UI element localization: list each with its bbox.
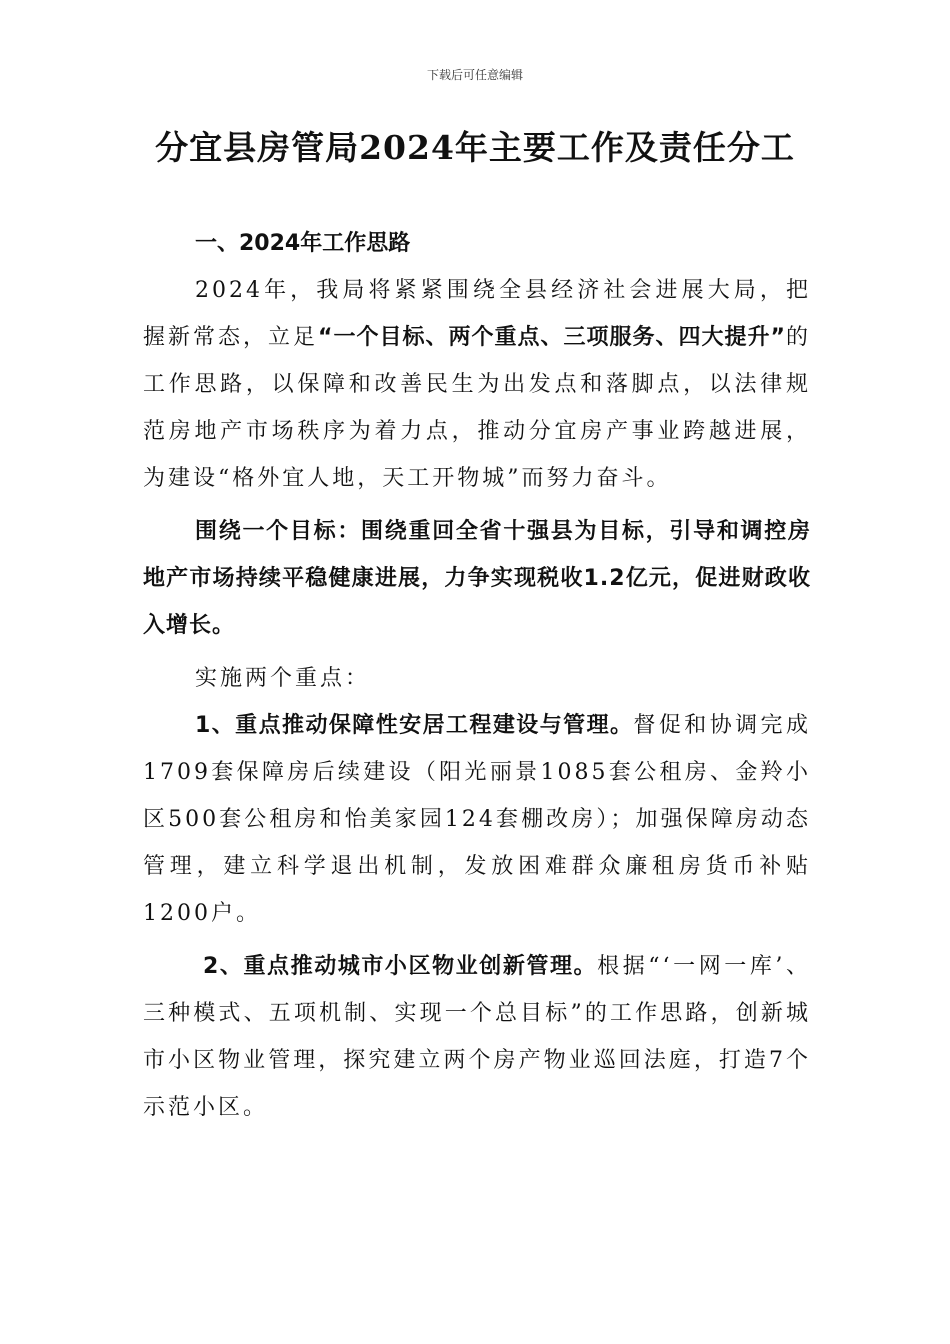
paragraph-goal: 围绕一个目标：围绕重回全省十强县为目标，引导和调控房地产市场持续平稳健康进展，力争实现税收1.2亿元，促进财政收入增长。 [143,519,811,638]
focus-2-text: 根据“‘一网一库’、三种模式、五项机制、实现一个总目标”的工作思路，创新城市小区物业管理，探究建立两个房产物业巡回法庭，打造7个示范小区。 [143,954,811,1120]
document-body [143,220,811,1131]
section-heading: 一、2024年工作思路 [195,231,411,256]
paragraph-work-approach [143,267,811,502]
paragraph-focus-2 [143,943,811,1131]
approach-slogan: “一个目标、两个重点、三项服务、四大提升” [318,325,786,350]
paragraph-focus-intro: 实施两个重点： [195,666,371,691]
document-title: 分宜县房管局2024年主要工作及责任分工 [155,128,795,167]
approach-text-start: 2024年，我局将紧紧围绕全县经济社会进展大局，把握新常态，立足 [143,278,811,350]
approach-text-end: 的工作思路，以保障和改善民生为出发点和落脚点，以法律规范房地产市场秩序为着力点，推动分宜房产事业跨越进展，为建设“格外宜人地，天工开物城”而努力奋斗。 [143,325,811,491]
focus-2-heading: 2、重点推动城市小区物业创新管理。 [203,954,598,979]
paragraph-focus-1 [143,702,811,937]
focus-1-heading: 1、重点推动保障性安居工程建设与管理。 [195,713,634,738]
focus-1-text: 督促和协调完成1709套保障房后续建设（阳光丽景1085套公租房、金羚小区500套公租房和怡美家园124套棚改房）；加强保障房动态管理，建立科学退出机制，发放困难群众廉租房货币补贴1200户。 [143,713,811,926]
header-note: 下载后可任意编辑 [426,68,523,82]
